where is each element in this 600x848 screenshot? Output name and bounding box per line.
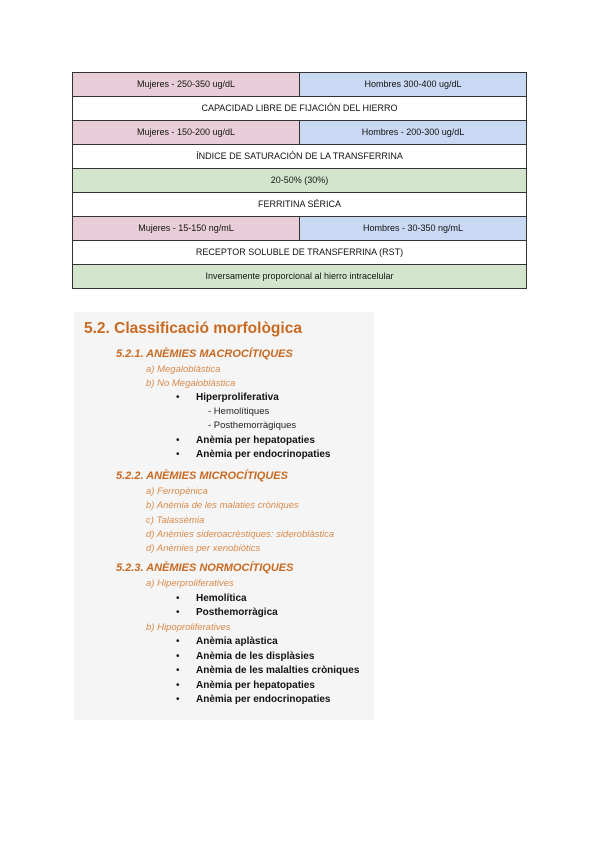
- table-cell-women: Mujeres - 150-200 ug/dL: [73, 121, 300, 145]
- table-row: [73, 217, 527, 241]
- list-item: b) Anèmia de les malaties cròniques: [146, 500, 299, 511]
- table-row: [73, 73, 527, 97]
- table-cell-women: Mujeres - 15-150 ng/mL: [73, 217, 300, 241]
- table-header-cell: ÍNDICE DE SATURACIÓN DE LA TRANSFERRINA: [73, 145, 527, 169]
- table-value-cell: Inversamente proporcional al hierro intracelular: [73, 265, 527, 289]
- table-row: [73, 193, 527, 217]
- bullet-icon: •: [176, 636, 180, 647]
- list-item: • Hemolítica: [176, 593, 247, 604]
- list-item: - Posthemorràgiques: [208, 420, 297, 431]
- table-row: [73, 241, 527, 265]
- bullet-icon: •: [176, 665, 180, 676]
- table-cell-women: Mujeres - 250-350 ug/dL: [73, 73, 300, 97]
- table-cell-men: Hombres - 200-300 ug/dL: [300, 121, 527, 145]
- table-row: [73, 265, 527, 289]
- morphological-classification: [74, 312, 374, 720]
- table-row: [73, 97, 527, 121]
- table-row: [73, 145, 527, 169]
- table-row: [73, 169, 527, 193]
- list-item: d) Anèmies per xenobiòtics: [146, 543, 261, 554]
- bullet-icon: •: [176, 392, 180, 403]
- bullet-icon: •: [176, 449, 180, 460]
- list-item: a) Megaloblàstica: [146, 364, 221, 375]
- macro-title: 5.2.1. ANÈMIES MACROCÍTIQUES: [116, 348, 293, 360]
- table-cell-men: Hombres 300-400 ug/dL: [300, 73, 527, 97]
- bullet-icon: •: [176, 694, 180, 705]
- micro-title: 5.2.2. ANÈMIES MICROCÍTIQUES: [116, 470, 288, 482]
- list-item: c) Talassèmia: [146, 515, 205, 526]
- bullet-icon: •: [176, 607, 180, 618]
- bullet-icon: •: [176, 435, 180, 446]
- table-header-cell: CAPACIDAD LIBRE DE FIJACIÓN DEL HIERRO: [73, 97, 527, 121]
- table-value-cell: 20-50% (30%): [73, 169, 527, 193]
- list-item: d) Anèmies sideroacrèstiques: sideroblàstica: [146, 529, 335, 540]
- list-item: • Anèmia per endocrinopaties: [176, 694, 331, 705]
- list-item: a) Ferropènica: [146, 486, 208, 497]
- list-item: • Anèmia per hepatopaties: [176, 680, 315, 691]
- table-row: [73, 121, 527, 145]
- bullet-icon: •: [176, 680, 180, 691]
- list-item: • Hiperproliferativa: [176, 392, 279, 403]
- bullet-icon: •: [176, 651, 180, 662]
- list-item: b) Hipoproliferatives: [146, 622, 231, 633]
- list-item: • Posthemorràgica: [176, 607, 278, 618]
- list-item: a) Hiperproliferatives: [146, 578, 234, 589]
- list-item: • Anèmia per endocrinopaties: [176, 449, 331, 460]
- list-item: • Anèmia per hepatopaties: [176, 435, 315, 446]
- table-header-cell: RECEPTOR SOLUBLE DE TRANSFERRINA (RST): [73, 241, 527, 265]
- list-item: b) No Megaloblàstica: [146, 378, 236, 389]
- normo-title: 5.2.3. ANÈMIES NORMOCÍTIQUES: [116, 562, 294, 574]
- list-item: - Hemolítiques: [208, 406, 270, 417]
- table-header-cell: FERRITINA SÉRICA: [73, 193, 527, 217]
- list-item: • Anèmia de les malalties cròniques: [176, 665, 360, 676]
- bullet-icon: •: [176, 593, 180, 604]
- iron-values-table: [72, 72, 527, 289]
- list-item: • Anèmia aplàstica: [176, 636, 278, 647]
- section-title: 5.2. Classificació morfològica: [84, 320, 302, 337]
- table-cell-men: Hombres - 30-350 ng/mL: [300, 217, 527, 241]
- list-item: • Anèmia de les displàsies: [176, 651, 315, 662]
